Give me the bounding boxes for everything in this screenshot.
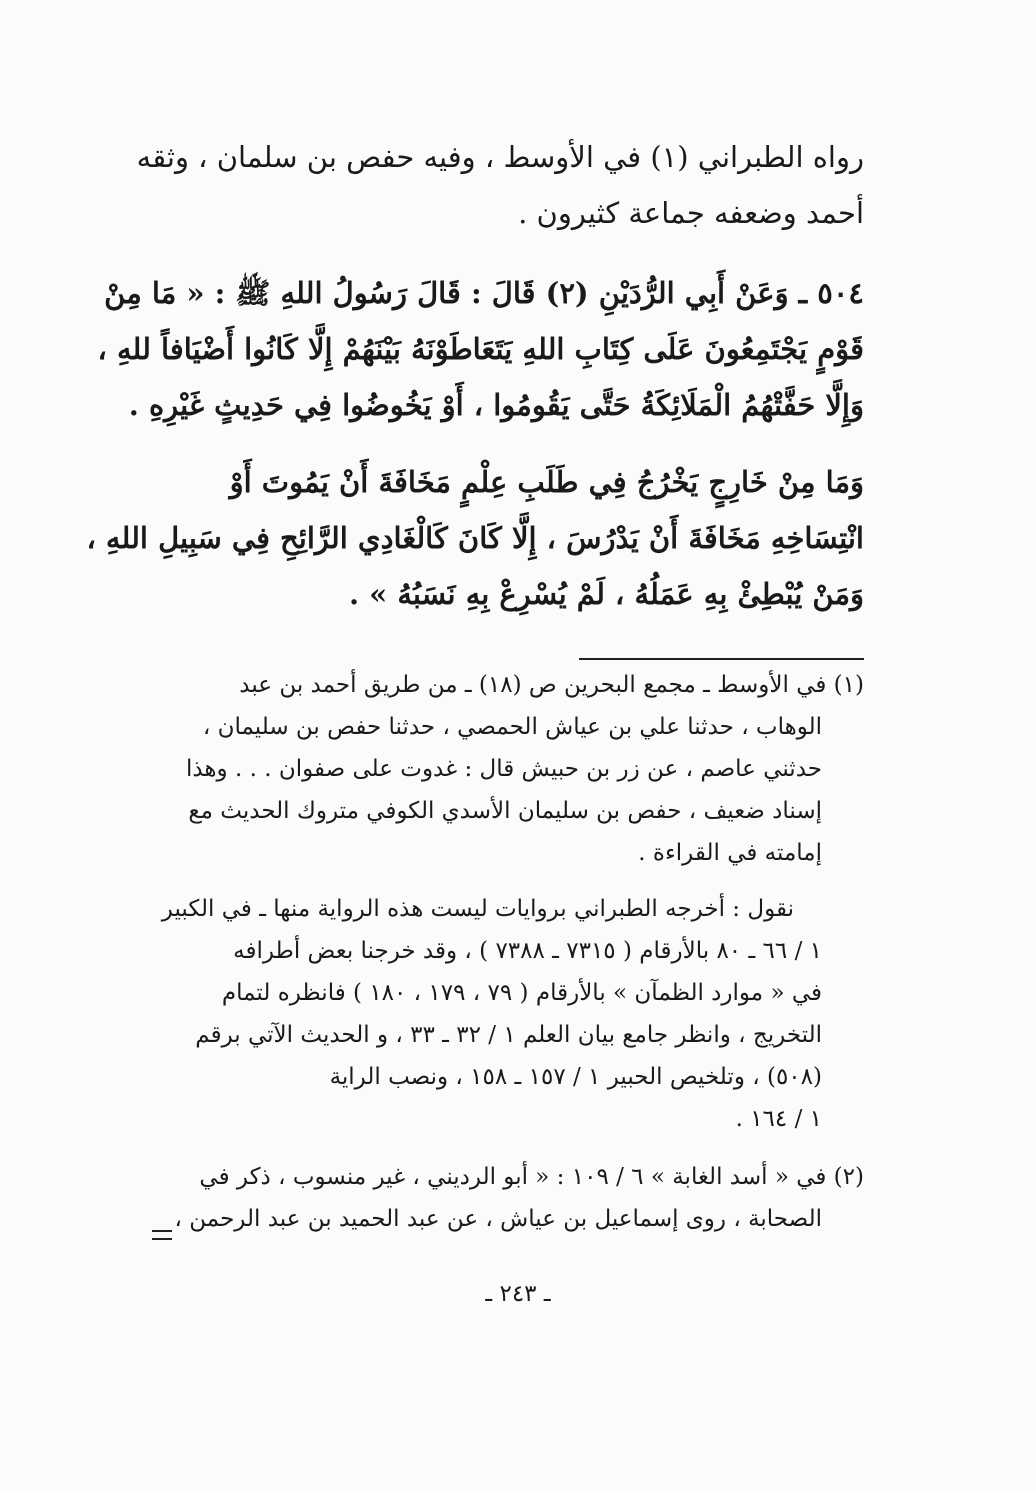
hadith-504-line-3: وَإِلَّا حَفَّتْهُمُ الْمَلَائِكَةُ حَتَّى يَقُومُوا ، أَوْ يَخُوضُوا فِي حَدِيثٍ غَيْرِهِ . (128, 388, 864, 422)
fn1-note-line-4: التخريج ، وانظر جامع بيان العلم ١ / ٣٢ ـ ٣٣ ، و الحديث الآتي برقم (195, 1022, 822, 1048)
fn2-line-1: (٢) في « أسد الغابة » ٦ / ١٠٩ : « أبو الرديني ، غير منسوب ، ذكر في (199, 1164, 864, 1190)
hadith-504-line-1: ٥٠٤ ـ وَعَنْ أَبِي الرُّدَيْنِ (٢) قَالَ : قَالَ رَسُولُ اللهِ ﷺ : « مَا مِنْ (104, 276, 864, 310)
fn1-line-4: إسناد ضعيف ، حفص بن سليمان الأسدي الكوفي متروك الحديث مع (188, 798, 822, 824)
fn1-line-3: حدثني عاصم ، عن زر بن حبيش قال : غدوت على صفوان . . . وهذا (185, 756, 822, 782)
hadith-cont-line-1: وَمَا مِنْ خَارِجٍ يَخْرُجُ فِي طَلَبِ عِلْمٍ مَخَافَةَ أَنْ يَمُوتَ أَوْ (229, 465, 864, 499)
hadith-cont-line-2: انْتِسَاخِهِ مَخَافَةَ أَنْ يَدْرُسَ ، إِلَّا كَانَ كَالْغَادِي الرَّائِحِ فِي سَبِيلِ اللهِ ، (86, 521, 864, 555)
fn2-line-2: الصحابة ، روى إسماعيل بن عياش ، عن عبد الحميد بن عبد الرحمن ، (174, 1206, 822, 1232)
fn1-note-line-5: (٥٠٨) ، وتلخيص الحبير ١ / ١٥٧ ـ ١٥٨ ، ونصب الراية (329, 1064, 822, 1090)
fn1-line-1: (١) في الأوسط ـ مجمع البحرين ص (١٨) ـ من طريق أحمد بن عبد (239, 672, 864, 698)
intro-line-1: رواه الطبراني (١) في الأوسط ، وفيه حفص بن سلمان ، وثقه (136, 140, 864, 174)
fn1-line-2: الوهاب ، حدثنا علي بن عياش الحمصي ، حدثنا حفص بن سليمان ، (202, 714, 822, 740)
continuation-mark (152, 1230, 172, 1240)
hadith-504-line-2: قَوْمٍ يَجْتَمِعُونَ عَلَى كِتَابِ اللهِ يَتَعَاطَوْنَهُ بَيْنَهُمْ إِلَّا كَانُوا أَضْيَافاً للهِ ، (97, 332, 864, 366)
fn1-note-line-3: في « موارد الظمآن » بالأرقام ( ٧٩ ، ١٧٩ ، ١٨٠ ) فانظره لتمام (221, 980, 822, 1006)
fn1-note-line-2: ١ / ٦٦ ـ ٨٠ بالأرقام ( ٧٣١٥ ـ ٧٣٨٨ ) ، وقد خرجنا بعض أطرافه (233, 938, 822, 964)
footnote-separator (579, 658, 864, 660)
intro-line-2: أحمد وضعفه جماعة كثيرون . (518, 196, 864, 230)
fn1-note-line-6: ١ / ١٦٤ . (735, 1106, 822, 1132)
hadith-cont-line-3: وَمَنْ يُبْطِئْ بِهِ عَمَلُهُ ، لَمْ يُسْرِعْ بِهِ نَسَبُهُ » . (348, 577, 864, 611)
fn1-note-line-1: نقول : أخرجه الطبراني بروايات ليست هذه الرواية منها ـ في الكبير (161, 896, 794, 922)
fn1-line-5: إمامته في القراءة . (638, 840, 822, 866)
page-number: ـ ٢٤٣ ـ (485, 1281, 551, 1307)
